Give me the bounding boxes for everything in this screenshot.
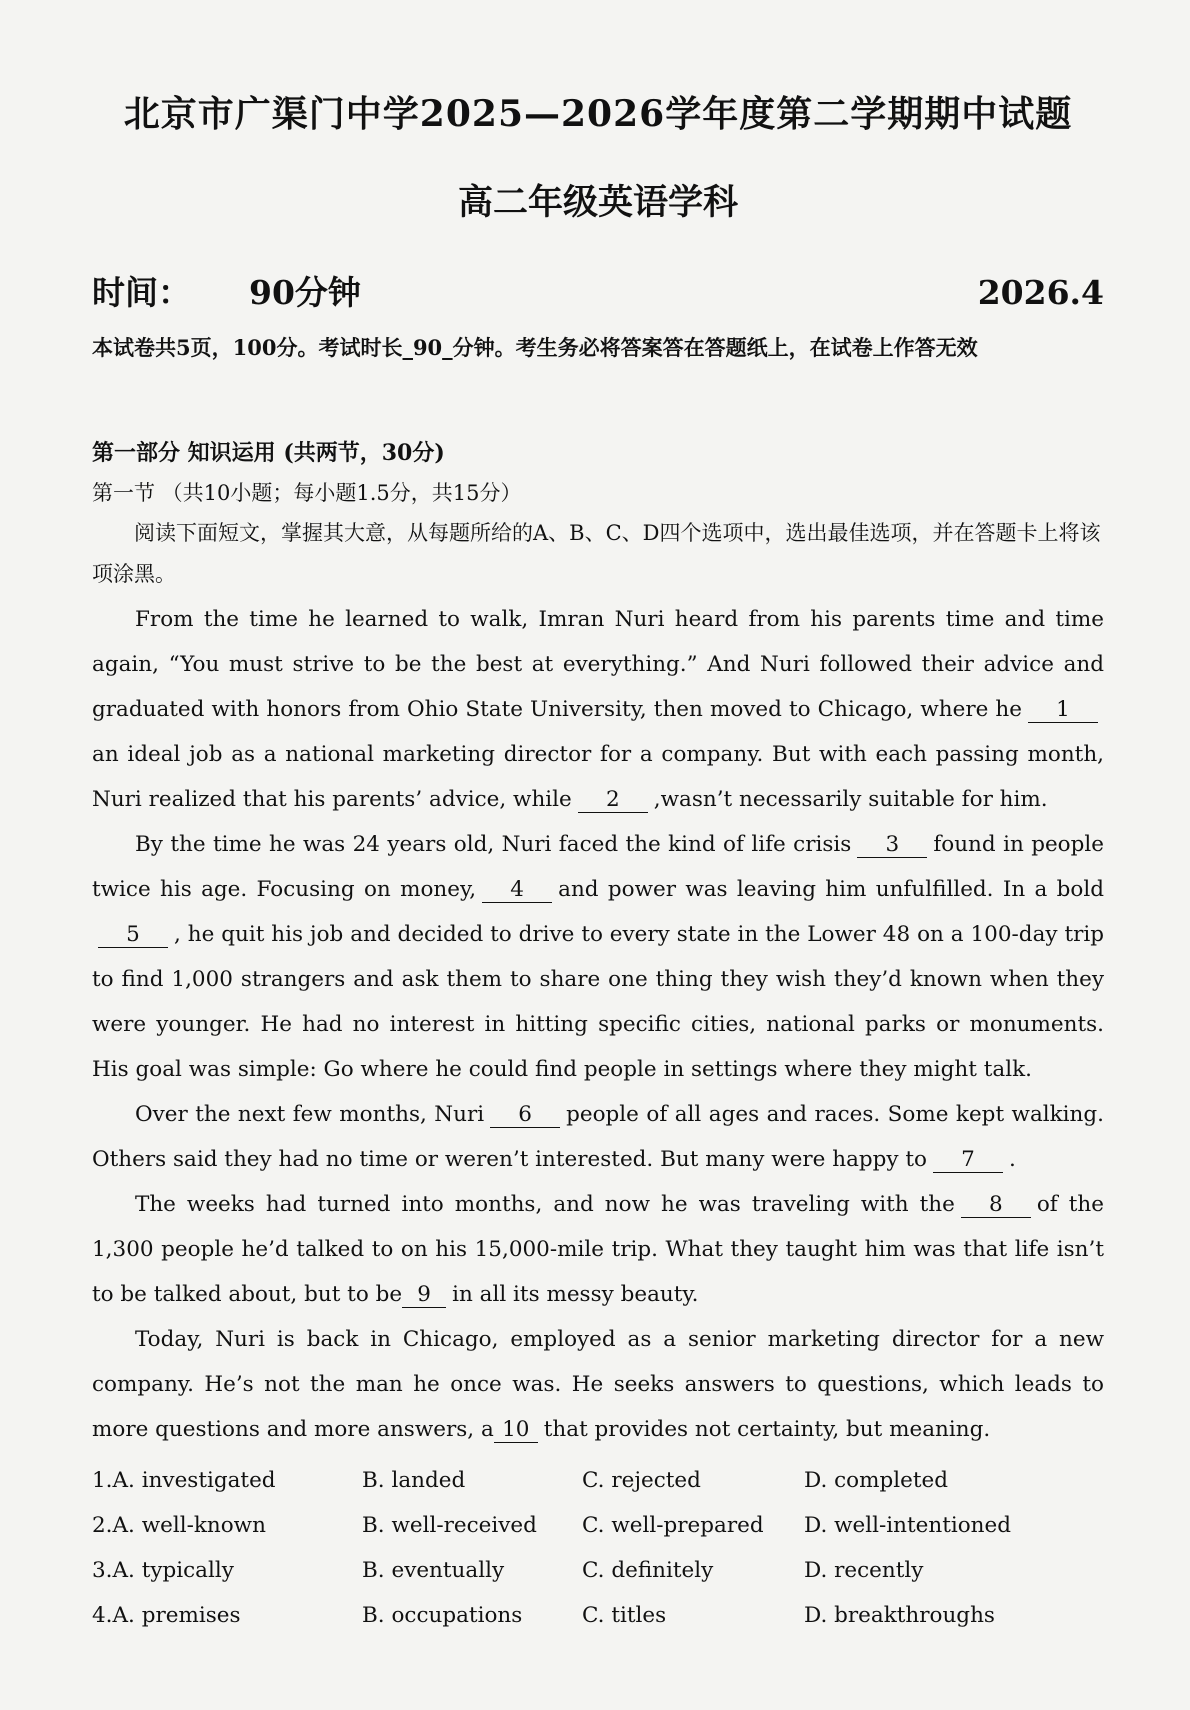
passage-text: , he quit his job and decided to drive to every state in the Lower 48 on a 100-day trip to find 1,000 strangers and ask them to share one thing they wish they’d known when they were younger. He had no interest in hitting specific cities, national parks or monuments. His goal was simple: Go where he could find people in settings where they might talk.	[92, 922, 1104, 1082]
time-label: 时间：	[92, 273, 191, 312]
part1-heading: 第一部分 知识运用 (共两节，30分)	[92, 440, 445, 466]
option-c: C. definitely	[582, 1558, 714, 1583]
passage-paragraph-5	[92, 1317, 1104, 1452]
blank-7: 7	[933, 1148, 1003, 1173]
passage-text: found in people twice his age. Focusing on money,	[92, 832, 1104, 902]
option-row-3	[92, 1548, 1104, 1593]
blank-1: 1	[1028, 698, 1098, 723]
passage-paragraph-2	[92, 822, 1104, 1092]
passage-text: The weeks had turned into months, and now he was traveling with the	[135, 1192, 955, 1217]
section1-heading: 第一节 （共10小题；每小题1.5分，共15分）	[92, 481, 522, 505]
time-value: 90分钟	[249, 273, 361, 312]
passage-text: people of all ages and races. Some kept walking. Others said they had no time or weren’t interested. But many were happy to	[92, 1102, 1105, 1172]
option-c: C. well-prepared	[582, 1513, 764, 1538]
option-c: C. titles	[582, 1603, 667, 1628]
passage-text: Today, Nuri is back in Chicago, employed as a senior marketing director for a new company. He’s not the man he once was. He seeks answers to questions, which leads to more questions and more answers, a	[92, 1327, 1104, 1442]
passage-text: .	[1008, 1147, 1016, 1172]
option-d: D. completed	[804, 1468, 949, 1493]
passage-paragraph-4	[92, 1182, 1104, 1317]
option-a: 3.A. typically	[92, 1558, 234, 1583]
passage-text: and power was leaving him unfulfilled. In a bold	[558, 877, 1105, 902]
blank-10: 10	[494, 1418, 538, 1443]
passage-text: an ideal job as a national marketing director for a company. But with each passing month, Nuri realized that his parents’ advice, while	[92, 742, 1104, 812]
passage-text: that provides not certainty, but meaning.	[543, 1417, 991, 1442]
option-b: B. well-received	[362, 1513, 537, 1538]
blank-9: 9	[402, 1283, 446, 1308]
passage-text: in all its messy beauty.	[452, 1282, 699, 1307]
exam-subtitle: 高二年级英语学科	[457, 182, 738, 223]
passage-text: ,wasn’t necessarily suitable for him.	[653, 787, 1048, 812]
option-c: C. rejected	[582, 1468, 701, 1493]
answer-options	[92, 1458, 1104, 1638]
passage-text: By the time he was 24 years old, Nuri faced the kind of life crisis	[135, 832, 852, 857]
section1-instructions: 阅读下面短文，掌握其大意，从每题所给的A、B、C、D四个选项中，选出最佳选项，并在答题卡上将该项涂黑。	[92, 521, 1101, 586]
option-row-2	[92, 1503, 1104, 1548]
blank-5: 5	[98, 923, 168, 948]
cloze-passage	[92, 597, 1104, 1452]
exam-title: 北京市广渠门中学2025—2026学年度第二学期期中试题	[123, 93, 1073, 135]
option-a: 4.A. premises	[92, 1603, 241, 1628]
option-a: 1.A. investigated	[92, 1468, 276, 1493]
option-d: D. well-intentioned	[804, 1513, 1012, 1538]
exam-notice: 本试卷共5页，100分。考试时长_90_分钟。考生务必将答案答在答题纸上，在试卷上作答无效	[92, 335, 978, 360]
blank-2: 2	[578, 788, 648, 813]
time-info	[92, 267, 419, 314]
passage-text: Over the next few months, Nuri	[135, 1102, 485, 1127]
blank-3: 3	[857, 833, 927, 858]
exam-date: 2026.4	[977, 273, 1104, 312]
passage-paragraph-3	[92, 1092, 1104, 1182]
option-b: B. occupations	[362, 1603, 523, 1628]
passage-text: of the 1,300 people he’d talked to on his 15,000-mile trip. What they taught him was that life isn’t to be talked about, but to be	[92, 1192, 1104, 1307]
passage-text: From the time he learned to walk, Imran Nuri heard from his parents time and time again, “You must strive to be the best at everything.” And Nuri followed their advice and graduated with honors from Ohio State University, then moved to Chicago, where he	[92, 607, 1104, 722]
option-row-4	[92, 1593, 1104, 1638]
blank-4: 4	[482, 878, 552, 903]
option-b: B. landed	[362, 1468, 466, 1493]
option-d: D. recently	[804, 1558, 924, 1583]
passage-paragraph-1	[92, 597, 1104, 822]
time-date-row	[92, 267, 1104, 314]
blank-8: 8	[961, 1193, 1031, 1218]
option-d: D. breakthroughs	[804, 1603, 995, 1628]
option-b: B. eventually	[362, 1558, 505, 1583]
option-row-1	[92, 1458, 1104, 1503]
blank-6: 6	[490, 1103, 560, 1128]
option-a: 2.A. well-known	[92, 1513, 266, 1538]
